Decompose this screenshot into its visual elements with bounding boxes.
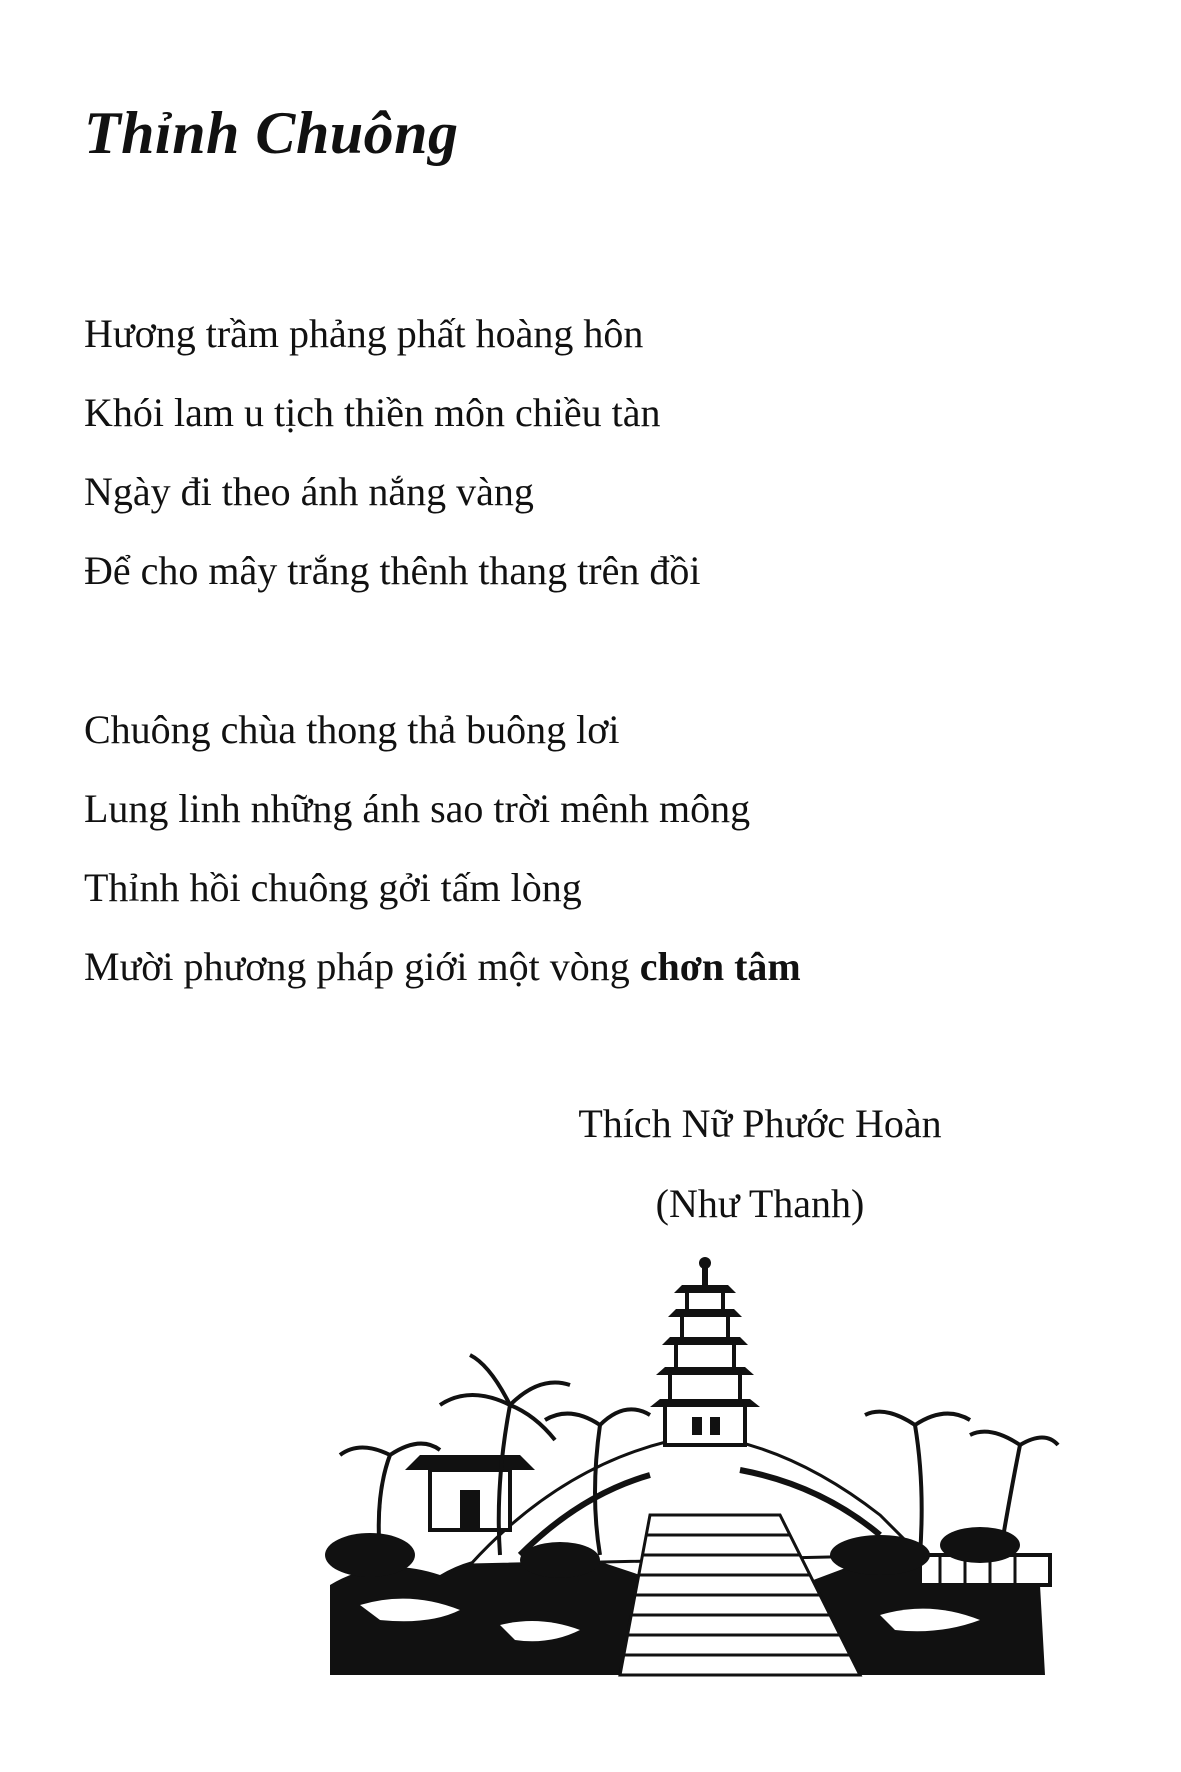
verse-line-last-text: Mười phương pháp giới một vòng bbox=[84, 944, 640, 989]
verse-line: Lung linh những ánh sao trời mênh mông bbox=[84, 786, 751, 831]
verse-line: Chuông chùa thong thả buông lơi bbox=[84, 707, 620, 752]
author-name: Thích Nữ Phước Hoàn bbox=[578, 1101, 942, 1146]
stanza-2 bbox=[84, 690, 801, 1006]
verse-line: Hương trầm phảng phất hoàng hôn bbox=[84, 311, 644, 356]
stanza-1 bbox=[84, 294, 700, 610]
poem-title: Thỉnh Chuông bbox=[84, 100, 459, 166]
verse-line: Thỉnh hồi chuông gởi tấm lòng bbox=[84, 865, 582, 910]
pagoda-landscape-illustration-icon bbox=[320, 1255, 1060, 1695]
verse-line: Ngày đi theo ánh nắng vàng bbox=[84, 469, 534, 514]
verse-line: Để cho mây trắng thênh thang trên đồi bbox=[84, 548, 701, 593]
verse-line-last bbox=[84, 927, 801, 1006]
author-alias: (Như Thanh) bbox=[655, 1181, 865, 1226]
verse-bold-phrase: chơn tâm bbox=[639, 944, 801, 989]
verse-line: Khói lam u tịch thiền môn chiều tàn bbox=[84, 390, 661, 435]
